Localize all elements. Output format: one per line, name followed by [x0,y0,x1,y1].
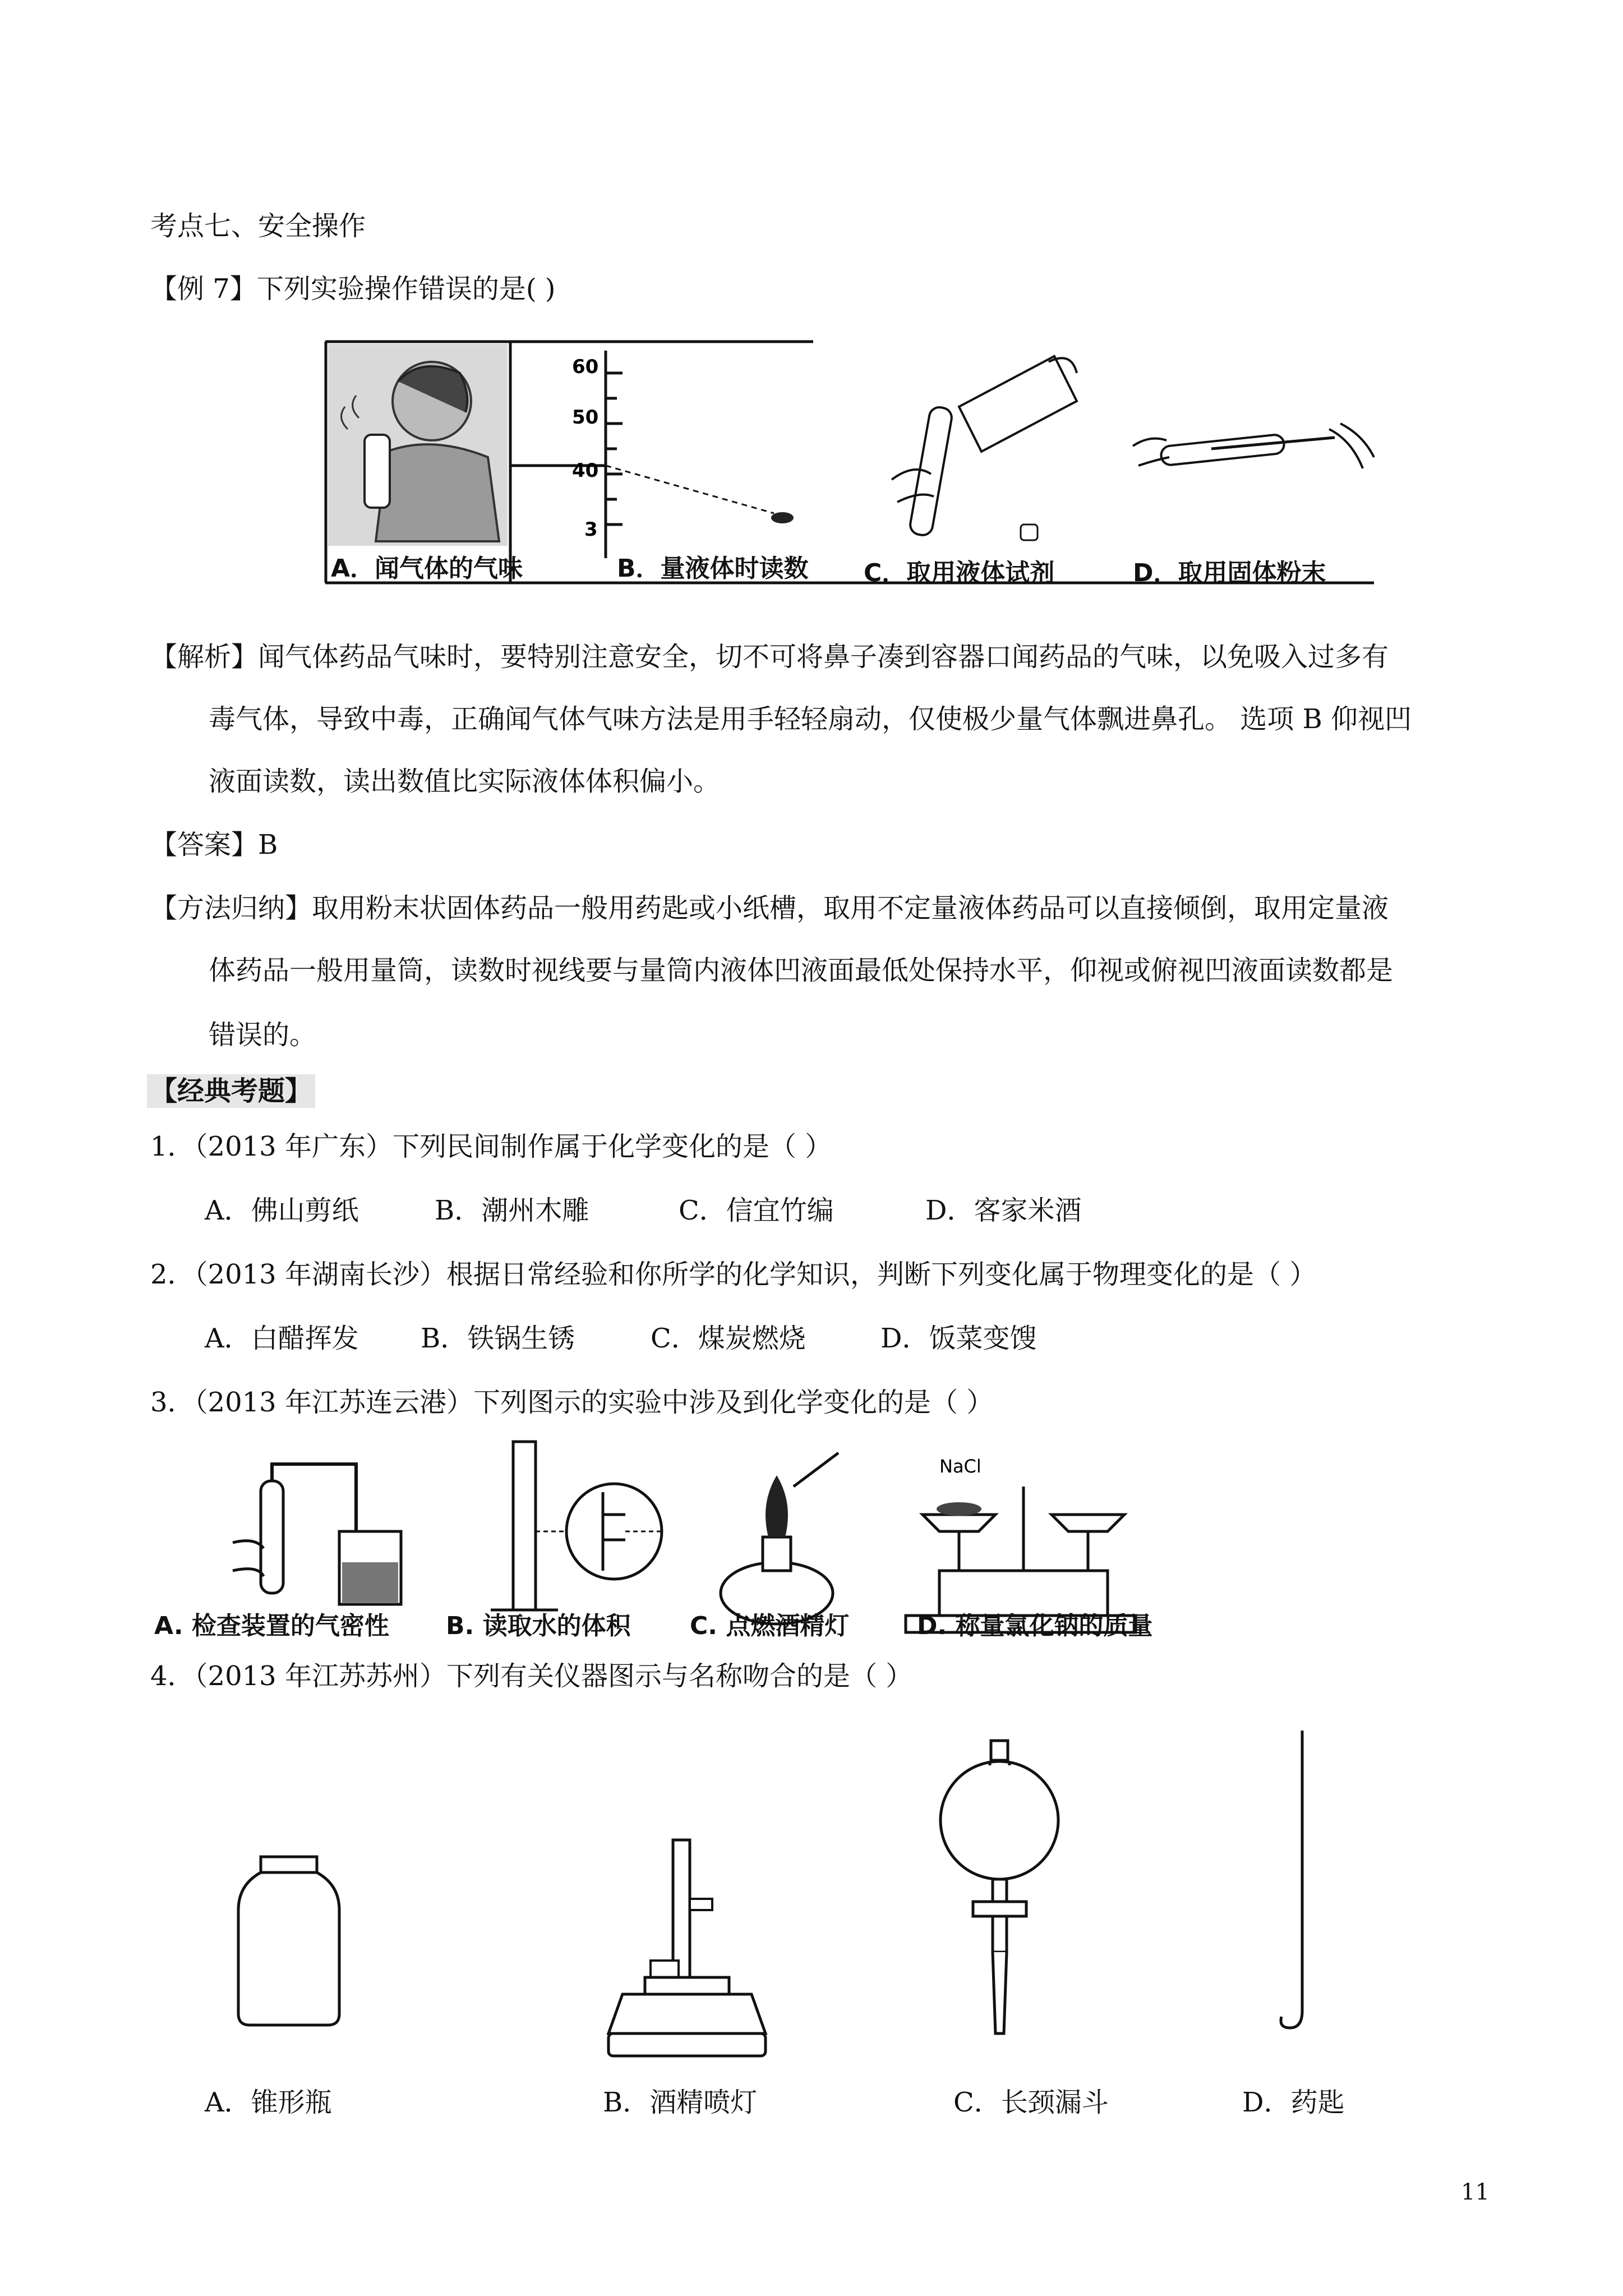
page-number: 11 [1461,2179,1490,2205]
alcohol-lamp-icon [721,1453,838,1624]
q4-figure-drawing [213,1731,1335,2067]
example-question-text: 下列实验操作错误的是( ) [256,273,556,305]
analysis-label: 【解析】 [150,641,259,673]
example-question [150,272,556,306]
powder-tube-icon [1133,424,1374,468]
separatory-funnel-icon [940,1741,1058,2033]
cylinder-tick-3: 3 [584,518,598,541]
method-line-3: 错误的。 [209,1019,317,1051]
section-title: 考点七、安全操作 [150,210,366,242]
q2-option-d: D．饭菜变馊 [880,1323,1037,1354]
q3-label-b: B. 读取水的体积 [446,1612,631,1640]
analysis-line-1 [150,640,1389,674]
q4-option-a: A．锥形瓶 [205,2087,332,2118]
q4-option-c: C．长颈漏斗 [953,2087,1109,2118]
q1-option-d: D．客家米酒 [925,1195,1082,1226]
analysis-text-1: 闻气体药品气味时，要特别注意安全，切不可将鼻子凑到容器口闻药品的气味，以免吸入过多有 [258,641,1389,673]
q4-stem: 4．（2013 年江苏苏州）下列有关仪器图示与名称吻合的是（ ） [150,1660,913,1692]
q4-figure [213,1731,1335,2067]
example-label: 【例 7】 [150,273,257,305]
fig-label-c: C．取用液体试剂 [864,559,1055,587]
method-label: 【方法归纳】 [150,892,312,924]
cylinder-reading-icon [491,1442,662,1610]
q2-stem: 2．（2013 年湖南长沙）根据日常经验和你所学的化学知识，判断下列变化属于物理变化的是（ ） [150,1259,1317,1290]
q3-label-d: D. 称量氯化钠的质量 [917,1612,1153,1640]
blowtorch-icon [608,1840,766,2056]
q3-figure [154,1442,1197,1644]
cylinder-tick-40: 40 [572,459,599,482]
q2-option-c: C．煤炭燃烧 [651,1323,806,1354]
method-line-2: 体药品一般用量筒，读数时视线要与量筒内液体凹液面最低处保持水平，仰视或俯视凹液面读数都是 [209,955,1394,986]
q1-option-b: B．潮州木雕 [435,1195,589,1226]
airtightness-apparatus-icon [233,1464,401,1604]
cylinder-tick-50: 50 [572,406,599,429]
analysis-line-2: 毒气体，导致中毒，正确闻气体气味方法是用手轻轻扇动，仅使极少量气体飘进鼻孔。 选项 B 仰视凹 [209,703,1412,735]
bottle-icon [238,1857,339,2025]
q1-stem: 1．（2013 年广东）下列民间制作属于化学变化的是（ ） [150,1131,832,1162]
method-line-1 [150,891,1389,925]
fig-label-d: D．取用固体粉末 [1133,559,1326,587]
analysis-line-3: 液面读数，读出数值比实际液体体积偏小。 [209,766,721,797]
smelling-person-icon [328,344,508,546]
pouring-liquid-icon [892,356,1077,540]
q2-option-a: A．白醋挥发 [205,1323,359,1354]
graduated-cylinder-icon [510,351,794,558]
q1-option-a: A．佛山剪纸 [205,1195,359,1226]
q3-label-a: A. 检查装置的气密性 [154,1612,389,1640]
fig-label-b: B．量液体时读数 [617,554,809,583]
method-text-1: 取用粉末状固体药品一般用药匙或小纸槽，取用不定量液体药品可以直接倾倒，取用定量液 [312,892,1389,924]
example-figure [325,339,1374,586]
q4-option-d: D．药匙 [1242,2087,1345,2118]
nacl-label: NaCl [939,1456,981,1477]
classic-header: 【经典考题】 [147,1074,315,1108]
cylinder-tick-60: 60 [572,356,599,378]
answer-line [150,828,278,862]
q3-stem: 3．（2013 年江苏连云港）下列图示的实验中涉及到化学变化的是（ ） [150,1387,994,1418]
q3-label-c: C. 点燃酒精灯 [690,1612,850,1640]
answer-value: B [258,829,278,861]
q4-option-b: B．酒精喷灯 [603,2087,758,2118]
fig-label-a: A．闻气体的气味 [331,554,523,583]
q2-option-b: B．铁锅生锈 [421,1323,575,1354]
q1-option-c: C．信宜竹编 [679,1195,834,1226]
answer-label: 【答案】 [150,829,259,861]
spatula-icon [1281,1731,1302,2028]
